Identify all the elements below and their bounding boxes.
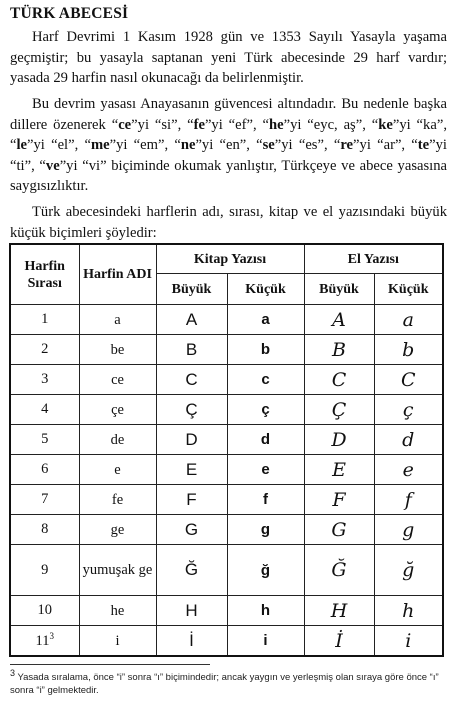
hand-lower <box>374 545 443 596</box>
hand-upper <box>304 425 374 455</box>
letter-name-text: he <box>110 602 125 619</box>
reading-example: , “re”yi “ar” <box>323 137 402 153</box>
letter-name <box>79 425 156 455</box>
letter-order-text: 9 <box>41 561 49 578</box>
example-reading: el <box>57 137 69 153</box>
reading-example: , “te”yi “ti” <box>10 137 447 174</box>
hand-upper-text: Ğ <box>331 559 347 581</box>
example-letter: fe <box>193 116 205 133</box>
book-lower-text: g <box>260 521 271 538</box>
letter-order <box>10 365 79 395</box>
book-lower-text: c <box>261 371 270 388</box>
hand-lower <box>374 455 443 485</box>
header-hand-upper: Büyük <box>304 274 374 305</box>
header-book-upper: Büyük <box>156 274 227 305</box>
hand-lower-text: ğ <box>402 559 415 581</box>
header-hand-lower: Küçük <box>374 274 443 305</box>
book-upper-text: G <box>184 519 199 539</box>
table-row <box>10 365 443 395</box>
book-upper-text: İ <box>189 630 194 650</box>
paragraph-3 <box>10 202 447 243</box>
example-letter: ne <box>180 137 196 153</box>
book-lower <box>227 485 304 515</box>
reading-example: , “le”yi “el” <box>10 116 447 153</box>
book-upper-text: B <box>185 339 198 359</box>
reading-example: , “se”yi “es” <box>246 137 324 153</box>
example-letter: ve <box>45 157 60 174</box>
letter-order-text: 1 <box>41 311 49 327</box>
book-lower <box>227 395 304 425</box>
letter-order <box>10 485 79 515</box>
footnote-text: Yasada sıralama, önce “i” sonra “ı” biçimindedir; ancak yaygın ve yerleşmiş olan sıraya göre önce “ı” sonra “i” gelmektedir. <box>10 672 439 697</box>
alphabet-table <box>9 243 444 657</box>
letter-name-text: fe <box>111 491 124 508</box>
hand-lower-text: C <box>400 368 416 391</box>
example-reading: en <box>225 137 240 153</box>
table-row <box>10 425 443 455</box>
letter-order <box>10 395 79 425</box>
book-upper <box>156 455 227 485</box>
example-reading: si <box>161 116 172 133</box>
hand-lower <box>374 425 443 455</box>
letter-name <box>79 335 156 365</box>
hand-lower <box>374 485 443 515</box>
letter-order <box>10 335 79 365</box>
book-lower <box>227 365 304 395</box>
hand-lower <box>374 305 443 335</box>
example-reading: vi <box>88 157 101 174</box>
book-upper <box>156 545 227 596</box>
book-lower-text: f <box>263 491 268 508</box>
letter-order <box>10 455 79 485</box>
book-upper <box>156 596 227 626</box>
letter-name-text: a <box>114 311 121 328</box>
hand-upper-text: A <box>332 308 346 331</box>
hand-upper <box>304 545 374 596</box>
hand-upper <box>304 395 374 425</box>
table-row <box>10 305 443 335</box>
book-upper <box>156 515 227 545</box>
book-lower <box>227 515 304 545</box>
header-order: Harfin Sırası <box>10 244 79 305</box>
book-lower <box>227 596 304 626</box>
book-lower <box>227 545 304 596</box>
reading-example: , “fe”yi “ef” <box>177 116 253 133</box>
hand-upper-text: E <box>332 458 346 481</box>
example-reading: ka <box>423 116 437 133</box>
letter-order-text: 6 <box>41 461 49 477</box>
hand-lower-text: e <box>402 458 414 481</box>
hand-upper <box>304 335 374 365</box>
book-upper <box>156 485 227 515</box>
letter-order-text: 2 <box>41 341 49 357</box>
hand-upper-text: Ç <box>331 398 347 421</box>
hand-upper <box>304 626 374 657</box>
book-lower-text: a <box>261 311 270 328</box>
book-upper-text: D <box>185 429 198 449</box>
hand-upper <box>304 305 374 335</box>
letter-name <box>79 626 156 657</box>
hand-lower-text: i <box>405 629 412 652</box>
hand-upper-text: H <box>330 599 348 622</box>
letter-name <box>79 515 156 545</box>
hand-lower <box>374 596 443 626</box>
hand-upper-text: F <box>332 488 346 511</box>
book-lower-text: e <box>261 461 270 478</box>
hand-lower-text: a <box>402 308 414 331</box>
letter-order <box>10 596 79 626</box>
hand-lower <box>374 515 443 545</box>
book-upper-text: Ç <box>185 399 198 419</box>
book-upper <box>156 395 227 425</box>
header-name: Harfin ADI <box>79 244 156 305</box>
paragraph-2 <box>10 94 447 197</box>
book-lower <box>227 455 304 485</box>
example-reading: ef <box>235 116 247 133</box>
example-reading: es <box>305 137 318 153</box>
letter-order <box>10 425 79 455</box>
example-letter: ke <box>378 116 393 133</box>
paragraph-1-text: Harf Devrimi 1 Kasım 1928 gün ve 1353 Sayılı Yasayla yaşama geçmiştir; bu yasayla saptanan yeni Türk abecesinde 29 harf vardır; yasada 29 harfin nasıl okunacağı da belirlenmiştir. <box>10 29 447 86</box>
hand-upper <box>304 365 374 395</box>
reading-example: , “he”yi “eyc, aş” <box>252 116 363 133</box>
table-row <box>10 335 443 365</box>
header-book-lower: Küçük <box>227 274 304 305</box>
letter-name <box>79 305 156 335</box>
example-letter: me <box>90 137 110 153</box>
header-hand: El Yazısı <box>304 244 443 274</box>
letter-name <box>79 455 156 485</box>
hand-upper <box>304 485 374 515</box>
book-upper-text: F <box>186 489 197 509</box>
hand-upper-text: İ <box>335 629 343 652</box>
hand-upper-text: G <box>331 518 347 541</box>
reading-example: , “ke”yi “ka” <box>362 116 444 133</box>
book-upper-text: C <box>185 369 198 389</box>
letter-name-text: yumuşak ge <box>82 562 153 578</box>
header-book: Kitap Yazısı <box>156 244 304 274</box>
letter-order <box>10 515 79 545</box>
book-lower-text: ğ <box>260 561 271 579</box>
book-upper <box>156 626 227 657</box>
example-letter: he <box>269 116 284 133</box>
table-row <box>10 485 443 515</box>
table-row <box>10 395 443 425</box>
book-lower-text: b <box>260 341 271 358</box>
reading-example: , “me”yi “em” <box>74 137 165 153</box>
letter-order-text: 7 <box>41 491 49 507</box>
example-letter: le <box>16 137 28 153</box>
letter-order-text: 5 <box>41 431 49 447</box>
example-reading: ar <box>383 137 395 153</box>
hand-lower <box>374 395 443 425</box>
hand-lower-text: g <box>402 518 415 541</box>
letter-order-text: 8 <box>41 521 49 537</box>
table-row <box>10 545 443 596</box>
table-row <box>10 515 443 545</box>
hand-lower-text: b <box>402 338 415 361</box>
example-letter: se <box>262 137 275 153</box>
hand-lower <box>374 626 443 657</box>
example-letter: ce <box>118 116 132 133</box>
letter-name <box>79 485 156 515</box>
book-upper <box>156 335 227 365</box>
letter-order-text: 3 <box>41 371 49 387</box>
letter-name <box>79 365 156 395</box>
book-lower-text: i <box>263 632 268 649</box>
book-upper <box>156 425 227 455</box>
hand-upper-text: D <box>331 428 347 451</box>
footnote-rule <box>10 664 210 665</box>
footnote-ref: 3 <box>49 631 54 642</box>
book-upper-text: E <box>185 459 198 479</box>
hand-lower <box>374 335 443 365</box>
paragraph-3-text: Türk abecesindeki harflerin adı, sırası, kitap ve el yazısındaki büyük küçük biçimleri şöyledir: <box>10 204 447 241</box>
hand-lower-text: h <box>402 599 415 622</box>
book-upper-text: H <box>185 600 198 620</box>
example-reading: ti <box>16 157 25 174</box>
letter-name-text: e <box>114 461 121 478</box>
example-reading: em <box>140 137 158 153</box>
letter-name-text: be <box>110 341 125 358</box>
example-letter: te <box>417 137 430 153</box>
footnote <box>10 667 448 697</box>
page-title: TÜRK ABECESİ <box>10 5 129 22</box>
book-upper <box>156 365 227 395</box>
letter-name <box>79 596 156 626</box>
hand-lower-text: f <box>404 488 412 511</box>
example-letter: re <box>340 137 354 153</box>
example-reading: eyc, aş <box>313 116 356 133</box>
paragraph-2-outro: biçiminde okumak yanlıştır, Türkçeye ve abece yasasına saygısızlıktır. <box>10 157 447 194</box>
hand-upper <box>304 596 374 626</box>
hand-upper <box>304 455 374 485</box>
book-upper-text: Ğ <box>184 560 199 579</box>
letter-order-text: 4 <box>41 401 49 417</box>
letter-order-text: 10 <box>37 602 52 618</box>
table-row <box>10 596 443 626</box>
book-upper <box>156 305 227 335</box>
reading-example: , “ve”yi “vi” <box>31 157 107 174</box>
book-lower-text: d <box>260 431 271 448</box>
hand-lower <box>374 365 443 395</box>
book-lower-text: h <box>260 602 271 619</box>
book-lower <box>227 425 304 455</box>
paragraph-1 <box>10 27 447 89</box>
book-lower <box>227 305 304 335</box>
footnote-mark: 3 <box>10 668 16 678</box>
letter-name-text: de <box>110 431 125 448</box>
reading-example: ce”yi “si” <box>118 116 178 133</box>
letter-name-text: ce <box>111 371 124 388</box>
letter-order <box>10 545 79 596</box>
hand-upper-text: C <box>331 368 347 391</box>
letter-name <box>79 395 156 425</box>
letter-name-text: ge <box>110 521 125 538</box>
letter-name-text: i <box>115 632 120 649</box>
hand-upper-text: B <box>332 338 346 361</box>
letter-name <box>79 545 156 596</box>
letter-order <box>10 626 79 657</box>
letter-order <box>10 305 79 335</box>
book-lower <box>227 626 304 657</box>
letter-order-text: 11 <box>35 632 50 649</box>
book-lower-text: ç <box>261 401 270 418</box>
book-upper-text: A <box>185 309 198 329</box>
reading-example: , “ne”yi “en” <box>164 137 247 153</box>
hand-lower-text: d <box>402 428 415 451</box>
hand-lower-text: ç <box>402 398 414 421</box>
paragraph-2-intro: Bu devrim yasası Anayasanın güvencesi altındadır. Bu nedenle başka dillere özenerek “ <box>10 96 447 133</box>
book-lower <box>227 335 304 365</box>
letter-name-text: çe <box>111 401 124 418</box>
table-row <box>10 455 443 485</box>
hand-upper <box>304 515 374 545</box>
table-row <box>10 626 443 657</box>
table-body <box>10 305 443 657</box>
